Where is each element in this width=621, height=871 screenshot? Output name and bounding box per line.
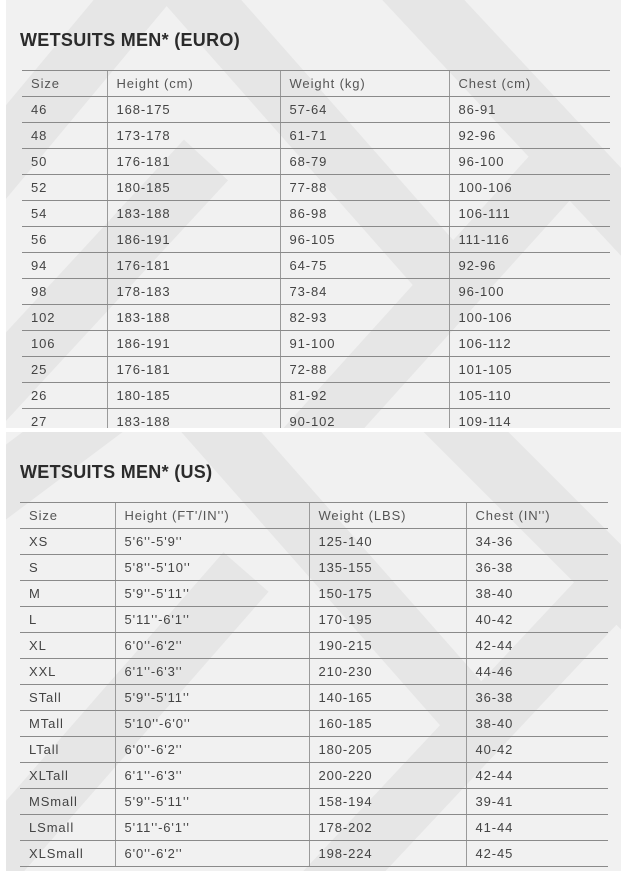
weight-cell: 86-98	[280, 201, 449, 227]
chest-cell: 109-114	[449, 409, 610, 429]
table-header-row	[20, 503, 608, 529]
height-cell: 176-181	[107, 357, 280, 383]
table-row	[20, 737, 608, 763]
size-column-header: Size	[22, 71, 107, 97]
weight-cell: 200-220	[309, 763, 466, 789]
chest-cell: 106-112	[449, 331, 610, 357]
chest-cell: 36-38	[466, 555, 608, 581]
chest-cell: 96-100	[449, 279, 610, 305]
weight-cell: 77-88	[280, 175, 449, 201]
height-cell: 5'9''-5'11''	[115, 789, 309, 815]
height-cell: 5'11''-6'1''	[115, 815, 309, 841]
chest-cell: 36-38	[466, 685, 608, 711]
height-cell: 186-191	[107, 331, 280, 357]
chest-cell: 44-46	[466, 659, 608, 685]
table-row	[22, 149, 610, 175]
size-cell: STall	[20, 685, 115, 711]
size-cell: 25	[22, 357, 107, 383]
height-cell: 6'1''-6'3''	[115, 659, 309, 685]
height-cell: 5'11''-6'1''	[115, 607, 309, 633]
table-row	[22, 409, 610, 429]
size-cell: 26	[22, 383, 107, 409]
euro-size-table	[22, 70, 610, 428]
weight-cell: 178-202	[309, 815, 466, 841]
weight-cell: 72-88	[280, 357, 449, 383]
chest-cell: 105-110	[449, 383, 610, 409]
table-row	[20, 555, 608, 581]
height-cell: 180-185	[107, 383, 280, 409]
weight-cell: 190-215	[309, 633, 466, 659]
size-cell: XLSmall	[20, 841, 115, 867]
size-cell: 27	[22, 409, 107, 429]
table-row	[20, 841, 608, 867]
table-row	[20, 815, 608, 841]
height-cell: 5'8''-5'10''	[115, 555, 309, 581]
table-row	[22, 279, 610, 305]
height-cell: 178-183	[107, 279, 280, 305]
weight-cell: 68-79	[280, 149, 449, 175]
weight-cell: 125-140	[309, 529, 466, 555]
chest-column-header: Chest (cm)	[449, 71, 610, 97]
size-cell: MSmall	[20, 789, 115, 815]
weight-cell: 73-84	[280, 279, 449, 305]
size-cell: LSmall	[20, 815, 115, 841]
weight-cell: 198-224	[309, 841, 466, 867]
weight-cell: 82-93	[280, 305, 449, 331]
table-header-row	[22, 71, 610, 97]
size-cell: 94	[22, 253, 107, 279]
chest-cell: 96-100	[449, 149, 610, 175]
table-row	[22, 305, 610, 331]
chest-cell: 92-96	[449, 253, 610, 279]
height-cell: 186-191	[107, 227, 280, 253]
height-column-header: Height (FT'/IN'')	[115, 503, 309, 529]
table-row	[22, 383, 610, 409]
us-size-table	[20, 502, 608, 867]
weight-cell: 135-155	[309, 555, 466, 581]
height-cell: 176-181	[107, 149, 280, 175]
size-cell: 56	[22, 227, 107, 253]
height-cell: 183-188	[107, 201, 280, 227]
size-column-header: Size	[20, 503, 115, 529]
size-cell: S	[20, 555, 115, 581]
size-cell: L	[20, 607, 115, 633]
table-row	[22, 253, 610, 279]
chest-cell: 106-111	[449, 201, 610, 227]
chest-cell: 40-42	[466, 607, 608, 633]
weight-cell: 96-105	[280, 227, 449, 253]
weight-cell: 180-205	[309, 737, 466, 763]
chest-cell: 42-45	[466, 841, 608, 867]
weight-cell: 64-75	[280, 253, 449, 279]
chest-column-header: Chest (IN'')	[466, 503, 608, 529]
weight-cell: 158-194	[309, 789, 466, 815]
height-cell: 176-181	[107, 253, 280, 279]
height-cell: 5'9''-5'11''	[115, 581, 309, 607]
table-row	[22, 123, 610, 149]
weight-cell: 91-100	[280, 331, 449, 357]
size-cell: 48	[22, 123, 107, 149]
table-row	[20, 659, 608, 685]
weight-cell: 140-165	[309, 685, 466, 711]
size-cell: 50	[22, 149, 107, 175]
table-row	[22, 357, 610, 383]
table-row	[20, 711, 608, 737]
height-cell: 6'1''-6'3''	[115, 763, 309, 789]
table-row	[20, 633, 608, 659]
weight-cell: 57-64	[280, 97, 449, 123]
weight-cell: 160-185	[309, 711, 466, 737]
weight-column-header: Weight (kg)	[280, 71, 449, 97]
size-cell: 54	[22, 201, 107, 227]
size-cell: XLTall	[20, 763, 115, 789]
size-cell: XXL	[20, 659, 115, 685]
table-row	[22, 97, 610, 123]
table-row	[20, 789, 608, 815]
size-cell: XS	[20, 529, 115, 555]
size-cell: 102	[22, 305, 107, 331]
height-cell: 6'0''-6'2''	[115, 633, 309, 659]
height-cell: 5'9''-5'11''	[115, 685, 309, 711]
chest-cell: 34-36	[466, 529, 608, 555]
euro-size-panel	[6, 0, 621, 428]
chest-cell: 42-44	[466, 763, 608, 789]
size-cell: MTall	[20, 711, 115, 737]
height-cell: 180-185	[107, 175, 280, 201]
table-row	[22, 175, 610, 201]
height-cell: 168-175	[107, 97, 280, 123]
euro-chart-title: WETSUITS MEN* (EURO)	[20, 30, 240, 50]
table-row	[22, 227, 610, 253]
weight-cell: 81-92	[280, 383, 449, 409]
us-size-panel	[6, 432, 621, 871]
size-cell: LTall	[20, 737, 115, 763]
size-cell: 46	[22, 97, 107, 123]
table-row	[20, 607, 608, 633]
us-chart-title: WETSUITS MEN* (US)	[20, 462, 213, 482]
table-row	[20, 529, 608, 555]
height-cell: 6'0''-6'2''	[115, 841, 309, 867]
table-row	[22, 201, 610, 227]
weight-cell: 90-102	[280, 409, 449, 429]
height-cell: 5'10''-6'0''	[115, 711, 309, 737]
chest-cell: 38-40	[466, 711, 608, 737]
chest-cell: 92-96	[449, 123, 610, 149]
height-cell: 183-188	[107, 305, 280, 331]
height-cell: 173-178	[107, 123, 280, 149]
table-row	[20, 685, 608, 711]
weight-cell: 210-230	[309, 659, 466, 685]
chest-cell: 100-106	[449, 305, 610, 331]
height-cell: 6'0''-6'2''	[115, 737, 309, 763]
height-cell: 183-188	[107, 409, 280, 429]
chest-cell: 38-40	[466, 581, 608, 607]
chest-cell: 100-106	[449, 175, 610, 201]
weight-cell: 170-195	[309, 607, 466, 633]
chest-cell: 39-41	[466, 789, 608, 815]
size-cell: XL	[20, 633, 115, 659]
size-cell: 52	[22, 175, 107, 201]
weight-cell: 150-175	[309, 581, 466, 607]
chest-cell: 86-91	[449, 97, 610, 123]
chest-cell: 111-116	[449, 227, 610, 253]
chest-cell: 41-44	[466, 815, 608, 841]
table-row	[20, 763, 608, 789]
height-column-header: Height (cm)	[107, 71, 280, 97]
size-cell: 98	[22, 279, 107, 305]
table-row	[20, 581, 608, 607]
chest-cell: 42-44	[466, 633, 608, 659]
chest-cell: 40-42	[466, 737, 608, 763]
size-cell: M	[20, 581, 115, 607]
table-row	[22, 331, 610, 357]
weight-cell: 61-71	[280, 123, 449, 149]
size-cell: 106	[22, 331, 107, 357]
chest-cell: 101-105	[449, 357, 610, 383]
weight-column-header: Weight (LBS)	[309, 503, 466, 529]
height-cell: 5'6''-5'9''	[115, 529, 309, 555]
